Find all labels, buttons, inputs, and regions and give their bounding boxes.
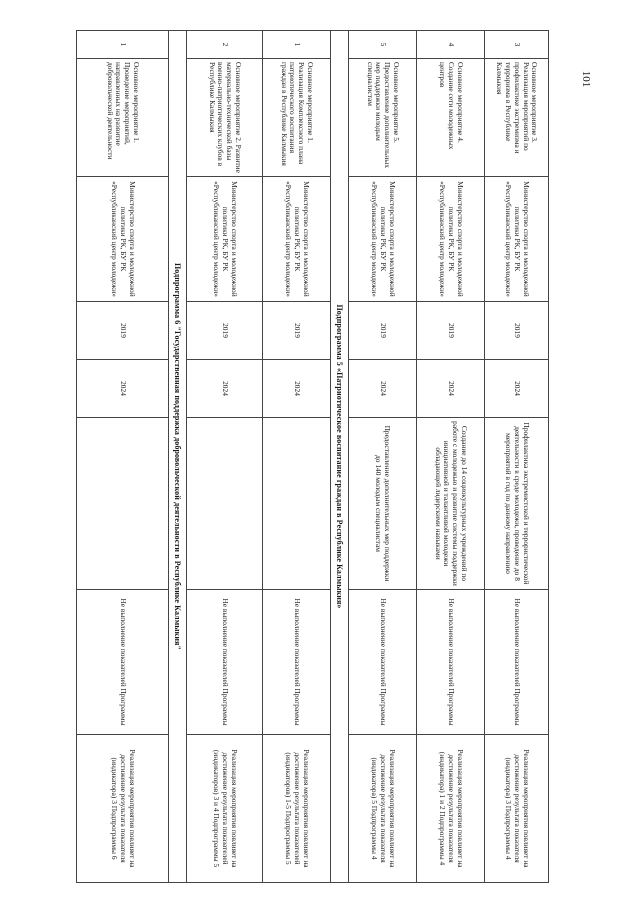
indicator-link: Реализация мероприятия повлияет на достижение результата показателя (индикатора) 5 Подпрограммы 4 [349,735,417,883]
consequence: Не выполнение показателей Программы [187,590,263,735]
row-number: 4 [417,31,485,59]
indicator-link: Реализация мероприятия повлияет на достижение результата показателя (индикатора) 3 Подпрограммы 6 [77,735,169,883]
row-number: 3 [485,31,549,59]
table-row [485,31,549,883]
executor: Министерство спорта и молодежной политики РК, БУ РК «Республиканский центр молодежи» [485,177,549,302]
table-row [349,31,417,883]
expected-result: Профилактика экстремистской и террористической деятельности в среде молодежи, проведение до 8 мероприятий в год по данному направлению [485,418,549,590]
row-number: 1 [77,31,169,59]
executor: Министерство спорта и молодежной политики РК, БУ РК «Республиканский центр молодежи» [77,177,169,302]
start-year: 2019 [263,302,331,360]
row-number: 5 [349,31,417,59]
table-row [77,31,169,883]
executor: Министерство спорта и молодежной политики РК, БУ РК «Республиканский центр молодежи» [349,177,417,302]
start-year: 2019 [187,302,263,360]
end-year: 2024 [263,360,331,418]
subprogram-title: Подпрограмма 6 "Государственная поддержка добровольческой деятельности в Республике Калмыкия" [169,31,187,883]
expected-result [187,418,263,590]
indicator-link: Реализация мероприятия повлияет на достижение результата показателей (индикаторов) 3 и 4 Подпрограммы 5 [187,735,263,883]
subprogram-header [331,31,349,883]
activity-name: Основное мероприятие 2. Развитие материально-технической базы военно-патриотических клубов в Республике Калмыкия [187,59,263,177]
page-number: 101 [580,70,592,88]
expected-result: Предоставление дополнительных мер поддержки до 140 молодым специалистам [349,418,417,590]
executor: Министерство спорта и молодежной политики РК, БУ РК «Республиканский центр молодежи» [263,177,331,302]
indicator-link: Реализация мероприятия повлияет на достижение результата показателя (индикатора) 3 Подпрограммы 4 [485,735,549,883]
rotated-table-wrapper [77,30,549,882]
start-year: 2019 [349,302,417,360]
row-number: 2 [187,31,263,59]
executor: Министерство спорта и молодежной политики РК, БУ РК «Республиканский центр молодежи» [417,177,485,302]
activities-table [76,30,549,883]
executor: Министерство спорта и молодежной политики РК, БУ РК «Республиканский центр молодежи» [187,177,263,302]
activity-name: Основное мероприятие 5. Предоставление дополнительных мер поддержки молодым специалистам [349,59,417,177]
row-number: 1 [263,31,331,59]
start-year: 2019 [417,302,485,360]
consequence: Не выполнение показателей Программы [263,590,331,735]
start-year: 2019 [77,302,169,360]
activity-name: Основное мероприятие 4. Создание сети молодежных центров [417,59,485,177]
end-year: 2024 [417,360,485,418]
expected-result: Создание до 14 социокультурных учреждений по работе с молодежью и развитие системы поддержки инициативной и талантливой молодежи обладающей лидерскими навыками [417,418,485,590]
consequence: Не выполнение показателей Программы [417,590,485,735]
consequence: Не выполнение показателей Программы [77,590,169,735]
subprogram-header [169,31,187,883]
end-year: 2024 [349,360,417,418]
activity-name: Основное мероприятие 3. Реализация мероприятий по профилактике экстремизма и терроризма в Республике Калмыкия [485,59,549,177]
expected-result [263,418,331,590]
indicator-link: Реализация мероприятия повлияет на достижение результата показателей (индикаторов) 1-5 Подпрограммы 5 [263,735,331,883]
subprogram-title: Подпрограмма 5 «Патриотическое воспитание граждан в Республике Калмыкия» [331,31,349,883]
end-year: 2024 [187,360,263,418]
consequence: Не выполнение показателей Программы [485,590,549,735]
indicator-link: Реализация мероприятия повлияет на достижение результата показателя (индикатора) 1 и 2 Подпрограммы 4 [417,735,485,883]
table-row [187,31,263,883]
consequence: Не выполнение показателей Программы [349,590,417,735]
table-row [263,31,331,883]
activity-name: Основное мероприятие 1. Реализация Комплексного плана патриотического воспитания граждан в Республике Калмыкия [263,59,331,177]
end-year: 2024 [77,360,169,418]
activity-name: Основное мероприятие 1. Проведение мероприятий, направленных на развитие добровольческой деятельности [77,59,169,177]
table-row [417,31,485,883]
expected-result [77,418,169,590]
start-year: 2019 [485,302,549,360]
end-year: 2024 [485,360,549,418]
